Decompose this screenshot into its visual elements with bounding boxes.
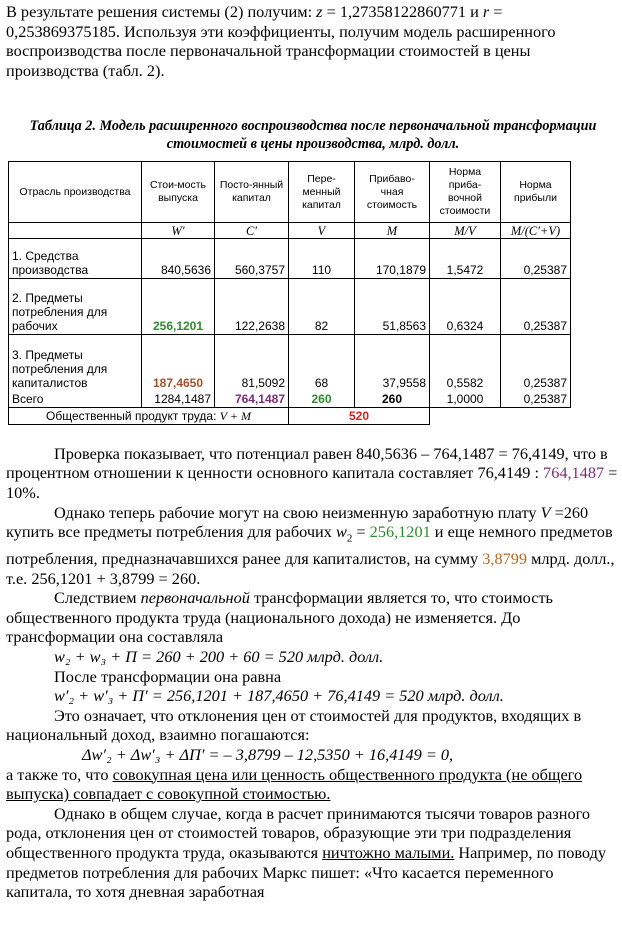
value-cell: 1,5472 [430, 239, 501, 279]
branch-cell: 3. Предметы потребления для капиталистов [9, 335, 142, 391]
paragraph: Однако теперь рабочие могут на свою неизменную заработную плату V =260 купить все предметы потребления для рабочих $w_2 = 256,1201$ и еще немного предметов потребления, предназначавшихся ранее для капиталистов, на сумму 3,8799 млрд. долл., т.е. 256,1201 + 3,8799 = 260. [6, 502, 615, 588]
z-value: = 1,27358122860771 и [322, 2, 483, 21]
value-cell: 840,5636 [142, 239, 215, 279]
value-cell: 260 [355, 391, 430, 408]
value-cell: 1284,1487 [142, 391, 215, 408]
value-cell: 0,25387 [501, 391, 571, 408]
table-row [9, 279, 571, 335]
value-cell: 260 [289, 391, 355, 408]
symbol-cell: C′ [215, 223, 289, 239]
value-cell: 764,1487 [215, 391, 289, 408]
value-cell: 110 [289, 239, 355, 279]
value-cell: 187,4650 [142, 335, 215, 391]
symbol-cell: V [289, 223, 355, 239]
r-value: = 0,253869375185. Используя эти коэффициенты, получим модель расширенного воспроизводства после первоначальной трансформации стоимостей в цены производства (табл. 2). [6, 2, 556, 80]
table-title: Модель расширенного воспроизводства после первоначальной трансформации стоимостей в цены производства, млрд. долл. [95, 118, 597, 153]
table-row [9, 335, 571, 391]
symbol-cell: W′ [142, 223, 215, 239]
header-variable-capital: Пере-менный капитал [289, 162, 355, 223]
header-output-value: Стои-мость выпуска [142, 162, 215, 223]
branch-cell: 1. Средства производства [9, 239, 142, 279]
value-cell: 256,1201 [142, 279, 215, 335]
z-symbol: z [316, 2, 323, 21]
formula-after: w′₂ + w′₃ + П′ = 256,1201 + 187,4650 + 76,4149 = 520 млрд. долл. [54, 686, 504, 706]
symbol-cell: M/V [430, 223, 501, 239]
value-cell: 0,5582 [430, 335, 501, 391]
table-header-row [9, 162, 571, 223]
table-number: Таблица 2. [29, 118, 96, 135]
paragraph: Это означает, что отклонения цен от стоимостей для продуктов, входящих в национальный доход, взаимно погашаются: [6, 705, 582, 745]
value-cell: 81,5092 [215, 335, 289, 391]
intro-text: В результате решения системы (2) получим: [6, 2, 317, 21]
formula-deviations: Δw′₂ + Δw′₃ + ΔП′ = – 3,8799 – 12,5350 + 16,4149 = 0, [82, 745, 454, 765]
header-surplus-rate: Норма приба-вочной стоимости [430, 162, 501, 223]
symbol-cell [9, 223, 142, 239]
social-product-label: Общественный продукт труда: V + M [9, 407, 289, 424]
header-branch: Отрасль производства [9, 162, 142, 223]
header-profit-rate: Норма прибыли [501, 162, 571, 223]
value-cell: 170,1879 [355, 239, 430, 279]
symbol-cell: M [355, 223, 430, 239]
paragraph: Следствием первоначальной трансформации является то, что стоимость общественного продукта труда (национального дохода) не изменяется. До трансформации она составляла [6, 588, 553, 647]
value-cell: 560,3757 [215, 239, 289, 279]
paragraph: а также то, что совокупная цена или ценность общественного продукта (не общего выпуска) совпадает с совокупной стоимостью. [6, 764, 583, 804]
r-symbol: r [482, 2, 490, 21]
social-product-value: 520 [289, 407, 430, 424]
social-product-row [9, 407, 571, 424]
branch-cell: Всего [9, 391, 142, 408]
table-symbol-row [9, 223, 571, 239]
formula-before: w₂ + w₃ + П = 260 + 200 + 60 = 520 млрд. долл. [54, 647, 384, 667]
branch-cell: 2. Предметы потребления для рабочих [9, 279, 142, 335]
document-page [0, 2, 622, 902]
value-cell: 68 [289, 335, 355, 391]
intro-paragraph [6, 2, 620, 80]
table-row [9, 239, 571, 279]
paragraph: После трансформации она равна [54, 666, 282, 686]
table-total-row [9, 391, 571, 408]
reproduction-table [8, 161, 571, 425]
value-cell: 51,8563 [355, 279, 430, 335]
header-constant-capital: Посто-янный капитал [215, 162, 289, 223]
value-cell: 0,25387 [501, 239, 571, 279]
value-cell: 82 [289, 279, 355, 335]
value-cell: 0,6324 [430, 279, 501, 335]
value-cell: 1,0000 [430, 391, 501, 408]
value-cell: 37,9558 [355, 335, 430, 391]
body-text [6, 444, 620, 902]
value-cell: 0,25387 [501, 279, 571, 335]
value-cell: 0,25387 [501, 335, 571, 391]
table-caption [6, 117, 620, 153]
symbol-cell: M/(C′+V) [501, 223, 571, 239]
paragraph: Проверка показывает, что потенциал равен 840,5636 – 764,1487 = 76,4149, что в процентном отношении к ценности основного капитала составляет 76,4149 : 764,1487 = 10%. [6, 443, 618, 503]
header-surplus-value: Прибаво-чная стоимость [355, 162, 430, 223]
value-cell: 122,2638 [215, 279, 289, 335]
paragraph: Однако в общем случае, когда в расчет принимаются тысячи товаров разного рода, отклонения цен от стоимостей товаров, образующие эти три подразделения общественного продукта труда, оказываются ничтожно малыми. Например, по поводу предметов потребления для рабочих Маркс пишет: «Что касается переменного капитала, то хотя дневная заработная [6, 803, 607, 902]
